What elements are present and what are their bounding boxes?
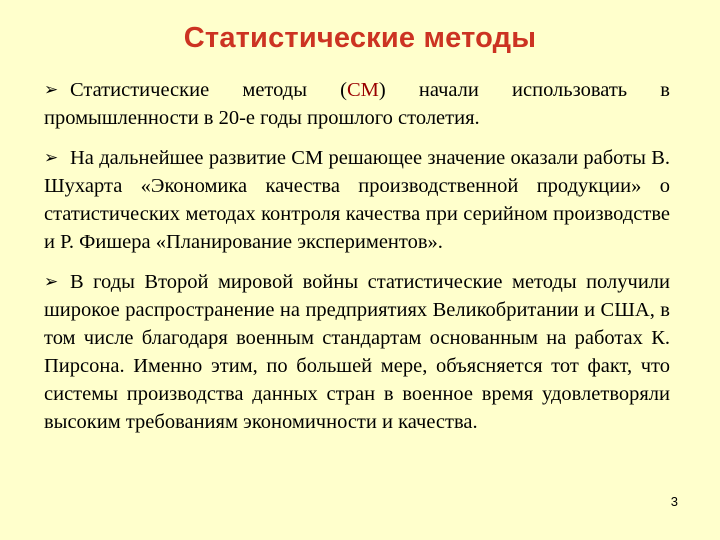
paragraph-1-text-start: Статистические методы (: [70, 79, 347, 101]
arrow-bullet-icon: ➢: [44, 80, 59, 100]
arrow-bullet-icon: ➢: [44, 148, 59, 168]
paragraph-3-text: В годы Второй мировой войны статистические методы получили широкое распространение на предприятиях Великобритании и США, в том числе благодаря военным стандартам основанным на работах К. Пирсона. Именно этим, по большей мере, объясняется тот факт, что системы производства данных стран в военное время удовлетворяли высоким требованиям экономичности и качества.: [44, 271, 670, 433]
slide-content: [44, 76, 670, 448]
paragraph-3: [44, 268, 670, 436]
paragraph-1: [44, 76, 670, 132]
paragraph-2-text: На дальнейшее развитие СМ решающее значение оказали работы В. Шухарта «Экономика качества производственной продукции» о статистических методах контроля качества при серийном производстве и Р. Фишера «Планирование экспериментов».: [44, 147, 670, 253]
page-number: 3: [670, 494, 678, 509]
slide-title: Статистические методы: [183, 22, 537, 54]
paragraph-2: [44, 144, 670, 256]
arrow-bullet-icon: ➢: [44, 272, 59, 292]
cm-abbreviation: СМ: [346, 79, 379, 101]
paragraph-1-text-end: ) начали использовать в промышленности в 20-е годы прошлого столетия.: [44, 79, 670, 129]
